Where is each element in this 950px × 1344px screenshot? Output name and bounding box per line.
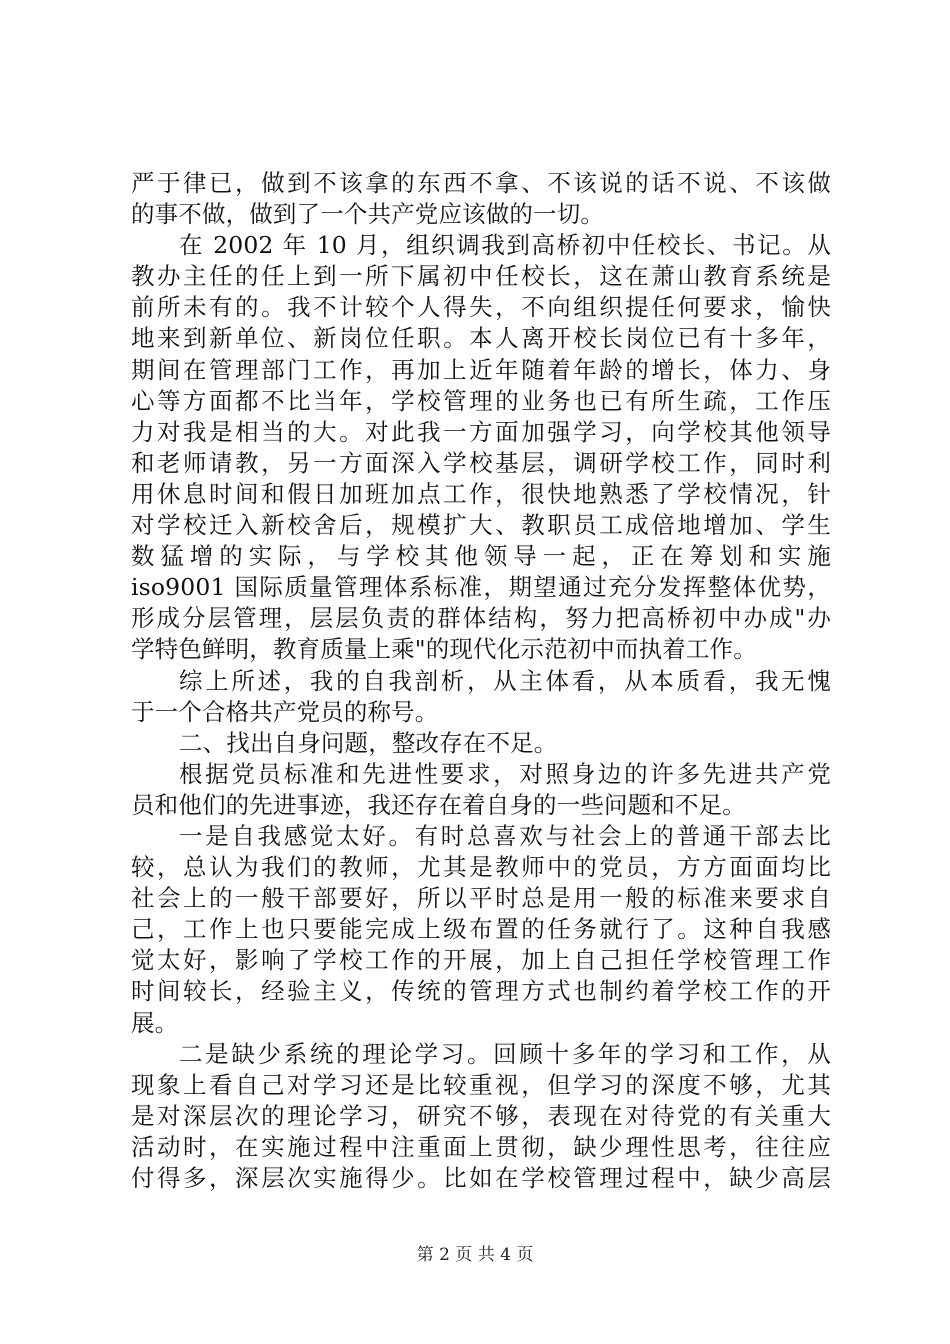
- text-line: 前所未有的。我不计较个人得失，不向组织提任何要求，愉快: [131, 293, 831, 322]
- text-line: 形成分层管理，层层负责的群体结构，努力把高桥初中办成"办: [131, 604, 831, 633]
- section-heading: 二、找出自身问题，整改存在不足。: [179, 728, 558, 757]
- text-line: 学特色鲜明，教育质量上乘"的现代化示范初中而执着工作。: [131, 635, 757, 664]
- text-line: 在 2002 年 10 月，组织调我到高桥初中任校长、书记。从: [179, 231, 831, 260]
- text-line: 期间在管理部门工作，再加上近年随着年龄的增长，体力、身: [131, 355, 831, 384]
- text-line: 付得多，深层次实施得少。比如在学校管理过程中，缺少高层: [131, 1164, 831, 1192]
- text-line: 是对深层次的理论学习，研究不够，表现在对待党的有关重大: [131, 1101, 831, 1130]
- text-line: 较，总认为我们的教师，尤其是教师中的党员，方方面面均比: [131, 853, 831, 882]
- text-line: 和老师请教，另一方面深入学校基层，调研学校工作，同时利: [131, 448, 831, 477]
- text-line: 员和他们的先进事迹，我还存在着自身的一些问题和不足。: [131, 790, 746, 819]
- text-line: 用休息时间和假日加班加点工作，很快地熟悉了学校情况，针: [131, 479, 831, 508]
- text-line: 二是缺少系统的理论学习。回顾十多年的学习和工作，从: [179, 1039, 831, 1068]
- text-line: 社会上的一般干部要好，所以平时总是用一般的标准来要求自: [131, 884, 831, 913]
- text-line: 于一个合格共产党员的称号。: [131, 697, 439, 726]
- text-line: 现象上看自己对学习还是比较重视，但学习的深度不够，尤其: [131, 1070, 831, 1099]
- text-line: 一是自我感觉太好。有时总喜欢与社会上的普通干部去比: [179, 821, 831, 850]
- text-line: 时间较长，经验主义，传统的管理方式也制约着学校工作的开: [131, 977, 831, 1006]
- text-line: 展。: [131, 1008, 179, 1037]
- document-body: [131, 168, 831, 1194]
- text-line: 严于律已，做到不该拿的东西不拿、不该说的话不说、不该做: [131, 169, 831, 197]
- text-line: 教办主任的任上到一所下属初中任校长，这在萧山教育系统是: [131, 262, 831, 291]
- text-line: 的事不做，做到了一个共产党应该做的一切。: [131, 200, 604, 229]
- text-line: 根据党员标准和先进性要求，对照身边的许多先进共产党: [179, 759, 831, 788]
- text-line: 活动时，在实施过程中注重面上贯彻，缺少理性思考，往往应: [131, 1132, 831, 1161]
- page-number-footer: 第 2 页 共 4 页: [416, 1245, 534, 1265]
- text-line: 己，工作上也只要能完成上级布置的任务就行了。这种自我感: [131, 915, 831, 944]
- text-line: 对学校迁入新校舍后，规模扩大、教职员工成倍地增加、学生: [131, 511, 831, 540]
- text-line: 觉太好，影响了学校工作的开展，加上自己担任学校管理工作: [131, 946, 831, 975]
- text-line: 力对我是相当的大。对此我一方面加强学习，向学校其他领导: [131, 417, 831, 446]
- text-line: 综上所述，我的自我剖析，从主体看，从本质看，我无愧: [179, 666, 831, 695]
- text-line: 心等方面都不比当年，学校管理的业务也已有所生疏，工作压: [131, 386, 831, 415]
- text-line: 数猛增的实际，与学校其他领导一起，正在筹划和实施: [131, 542, 831, 571]
- text-line: iso9001 国际质量管理体系标准，期望通过充分发挥整体优势，: [131, 573, 831, 602]
- text-line: 地来到新单位、新岗位任职。本人离开校长岗位已有十多年，: [131, 324, 831, 353]
